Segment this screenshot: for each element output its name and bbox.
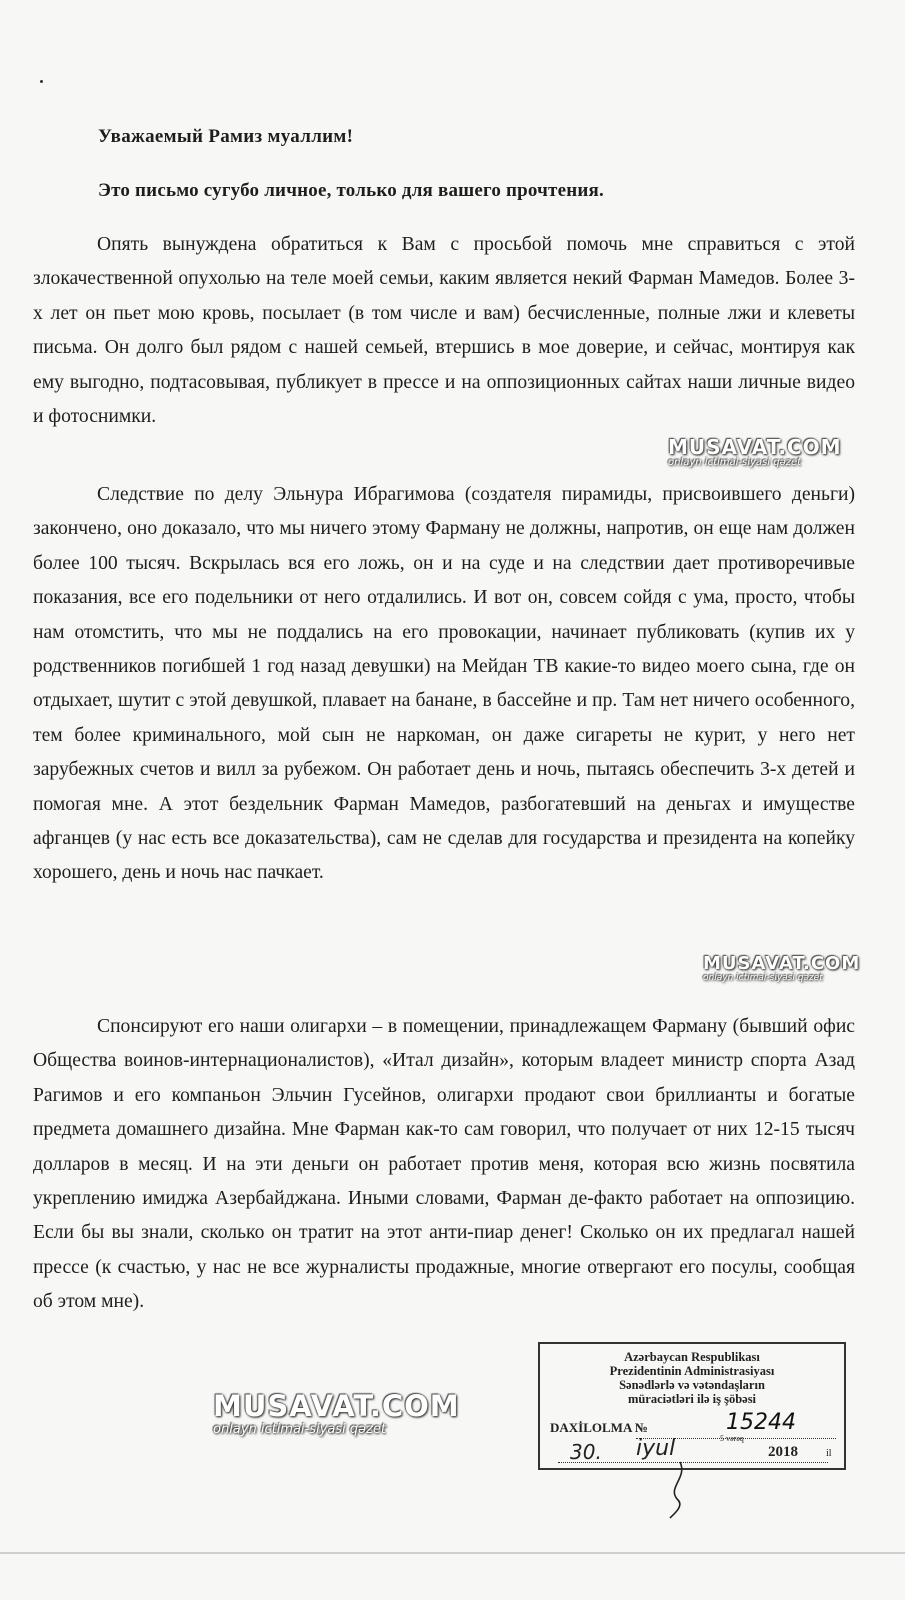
watermark-musavat-2 <box>703 955 860 983</box>
watermark-musavat-1 <box>668 437 842 468</box>
letter-subtitle: Это письмо сугубо личное, только для вашего прочтения. <box>98 180 604 201</box>
letter-paragraph-1: Опять вынуждена обратиться к Вам с просьбой помочь мне справиться с этой злокачественной опухолью на теле моей семьи, каким является некий Фарман Мамедов. Более 3-х лет он пьет мою кровь, посылает (в том числе и вам) бесчисленные, полные лжи и клеветы письма. Он долго был рядом с нашей семьей, втершись в мое доверие, и сейчас, монтируя как ему выгодно, подтасовывая, публикует в прессе и на оппозиционных сайтах наши личные видео и фотоснимки. <box>33 234 855 428</box>
watermark-brand: MUSAVAT.COM <box>703 953 861 974</box>
stamp-line-2: Prezidentinin Administrasiyası <box>609 1364 775 1378</box>
signature-stroke <box>660 1460 700 1520</box>
stamp-sheets <box>720 1434 744 1443</box>
stamp-month: iyul <box>636 1436 676 1461</box>
page-bottom-edge <box>0 1552 905 1554</box>
stamp-year-suffix: il <box>826 1448 832 1459</box>
registration-stamp <box>538 1342 846 1470</box>
watermark-musavat-3 <box>213 1389 460 1437</box>
stamp-year: 2018 <box>768 1444 798 1460</box>
stamp-sheets-label: vərəq <box>726 1434 744 1443</box>
stamp-number-value: 15244 <box>726 1410 796 1435</box>
stamp-line-1: Azərbaycan Respublikası <box>624 1350 760 1364</box>
stamp-sheets-value: 5 <box>720 1434 724 1443</box>
letter-paragraph-3: Спонсируют его наши олигархи – в помещении, принадлежащем Фарману (бывший офис Общества воинов-интернационалистов), «Итал дизайн», которым владеет министр спорта Азад Рагимов и его компаньон Эльчин Гусейнов, олигархи продают свои бриллианты и богатые предмета домашнего дизайна. Мне Фарман как-то сам говорил, что получает от них 12-15 тысяч долларов в месяц. И на эти деньги он работает против меня, которая всю жизнь посвятила укреплению имиджа Азербайджана. Иными словами, Фарман де-факто работает на оппозицию. Если бы вы знали, сколько он тратит на этот анти-пиар денег! Сколько он их предлагал нашей прессе (к счастью, у нас не все журналисты продажные, многие отвергают его посулы, сообщая об этом мне). <box>33 1016 855 1313</box>
watermark-tagline: onlayn ictimai-siyasi qəzet <box>213 1422 386 1437</box>
stamp-day: 30. <box>570 1440 602 1464</box>
watermark-brand: MUSAVAT.COM <box>668 435 842 459</box>
stamp-number-label: DAXİLOLMA № <box>550 1420 648 1435</box>
letter-salutation: Уважаемый Рамиз муаллим! <box>98 126 354 147</box>
scan-speck <box>40 80 43 83</box>
watermark-tagline: onlayn ictimai-siyasi qəzet <box>703 973 823 983</box>
stamp-line-3: Sənədlərlə və vətəndaşların <box>619 1378 765 1392</box>
watermark-brand: MUSAVAT.COM <box>213 1389 460 1423</box>
watermark-tagline: onlayn ictimai-siyasi qəzet <box>668 457 802 468</box>
letter-paragraph-2: Следствие по делу Эльнура Ибрагимова (создателя пирамиды, присвоившего деньги) закончено, оно доказало, что мы ничего этому Фарману не должны, напротив, он еще нам должен более 100 тысяч. Вскрылась вся его ложь, он и на суде и на следствии дает противоречивые показания, все его подельники от него отдалились. И вот он, совсем сойдя с ума, просто, чтобы нам отомстить, что мы не поддались на его провокации, начинает публиковать (купив их у родственников погибшей 1 год назад девушки) на Мейдан ТВ какие-то видео моего сына, где он отдыхает, шутит с этой девушкой, плавает на банане, в бассейне и пр. Там нет ничего особенного, тем более криминального, мой сын не наркоман, он даже сигареты не курит, у него нет зарубежных счетов и вилл за рубежом. Он работает день и ночь, пытаясь обеспечить 3-х детей и помогая мне. А этот бездельник Фарман Мамедов, разбогатевший на деньгах и имуществе афганцев (у нас есть все доказательства), сам не сделав для государства и президента на копейку хорошего, день и ночь нас пачкает. <box>33 484 855 884</box>
stamp-line-4: müraciətləri ilə iş şöbəsi <box>627 1392 757 1406</box>
